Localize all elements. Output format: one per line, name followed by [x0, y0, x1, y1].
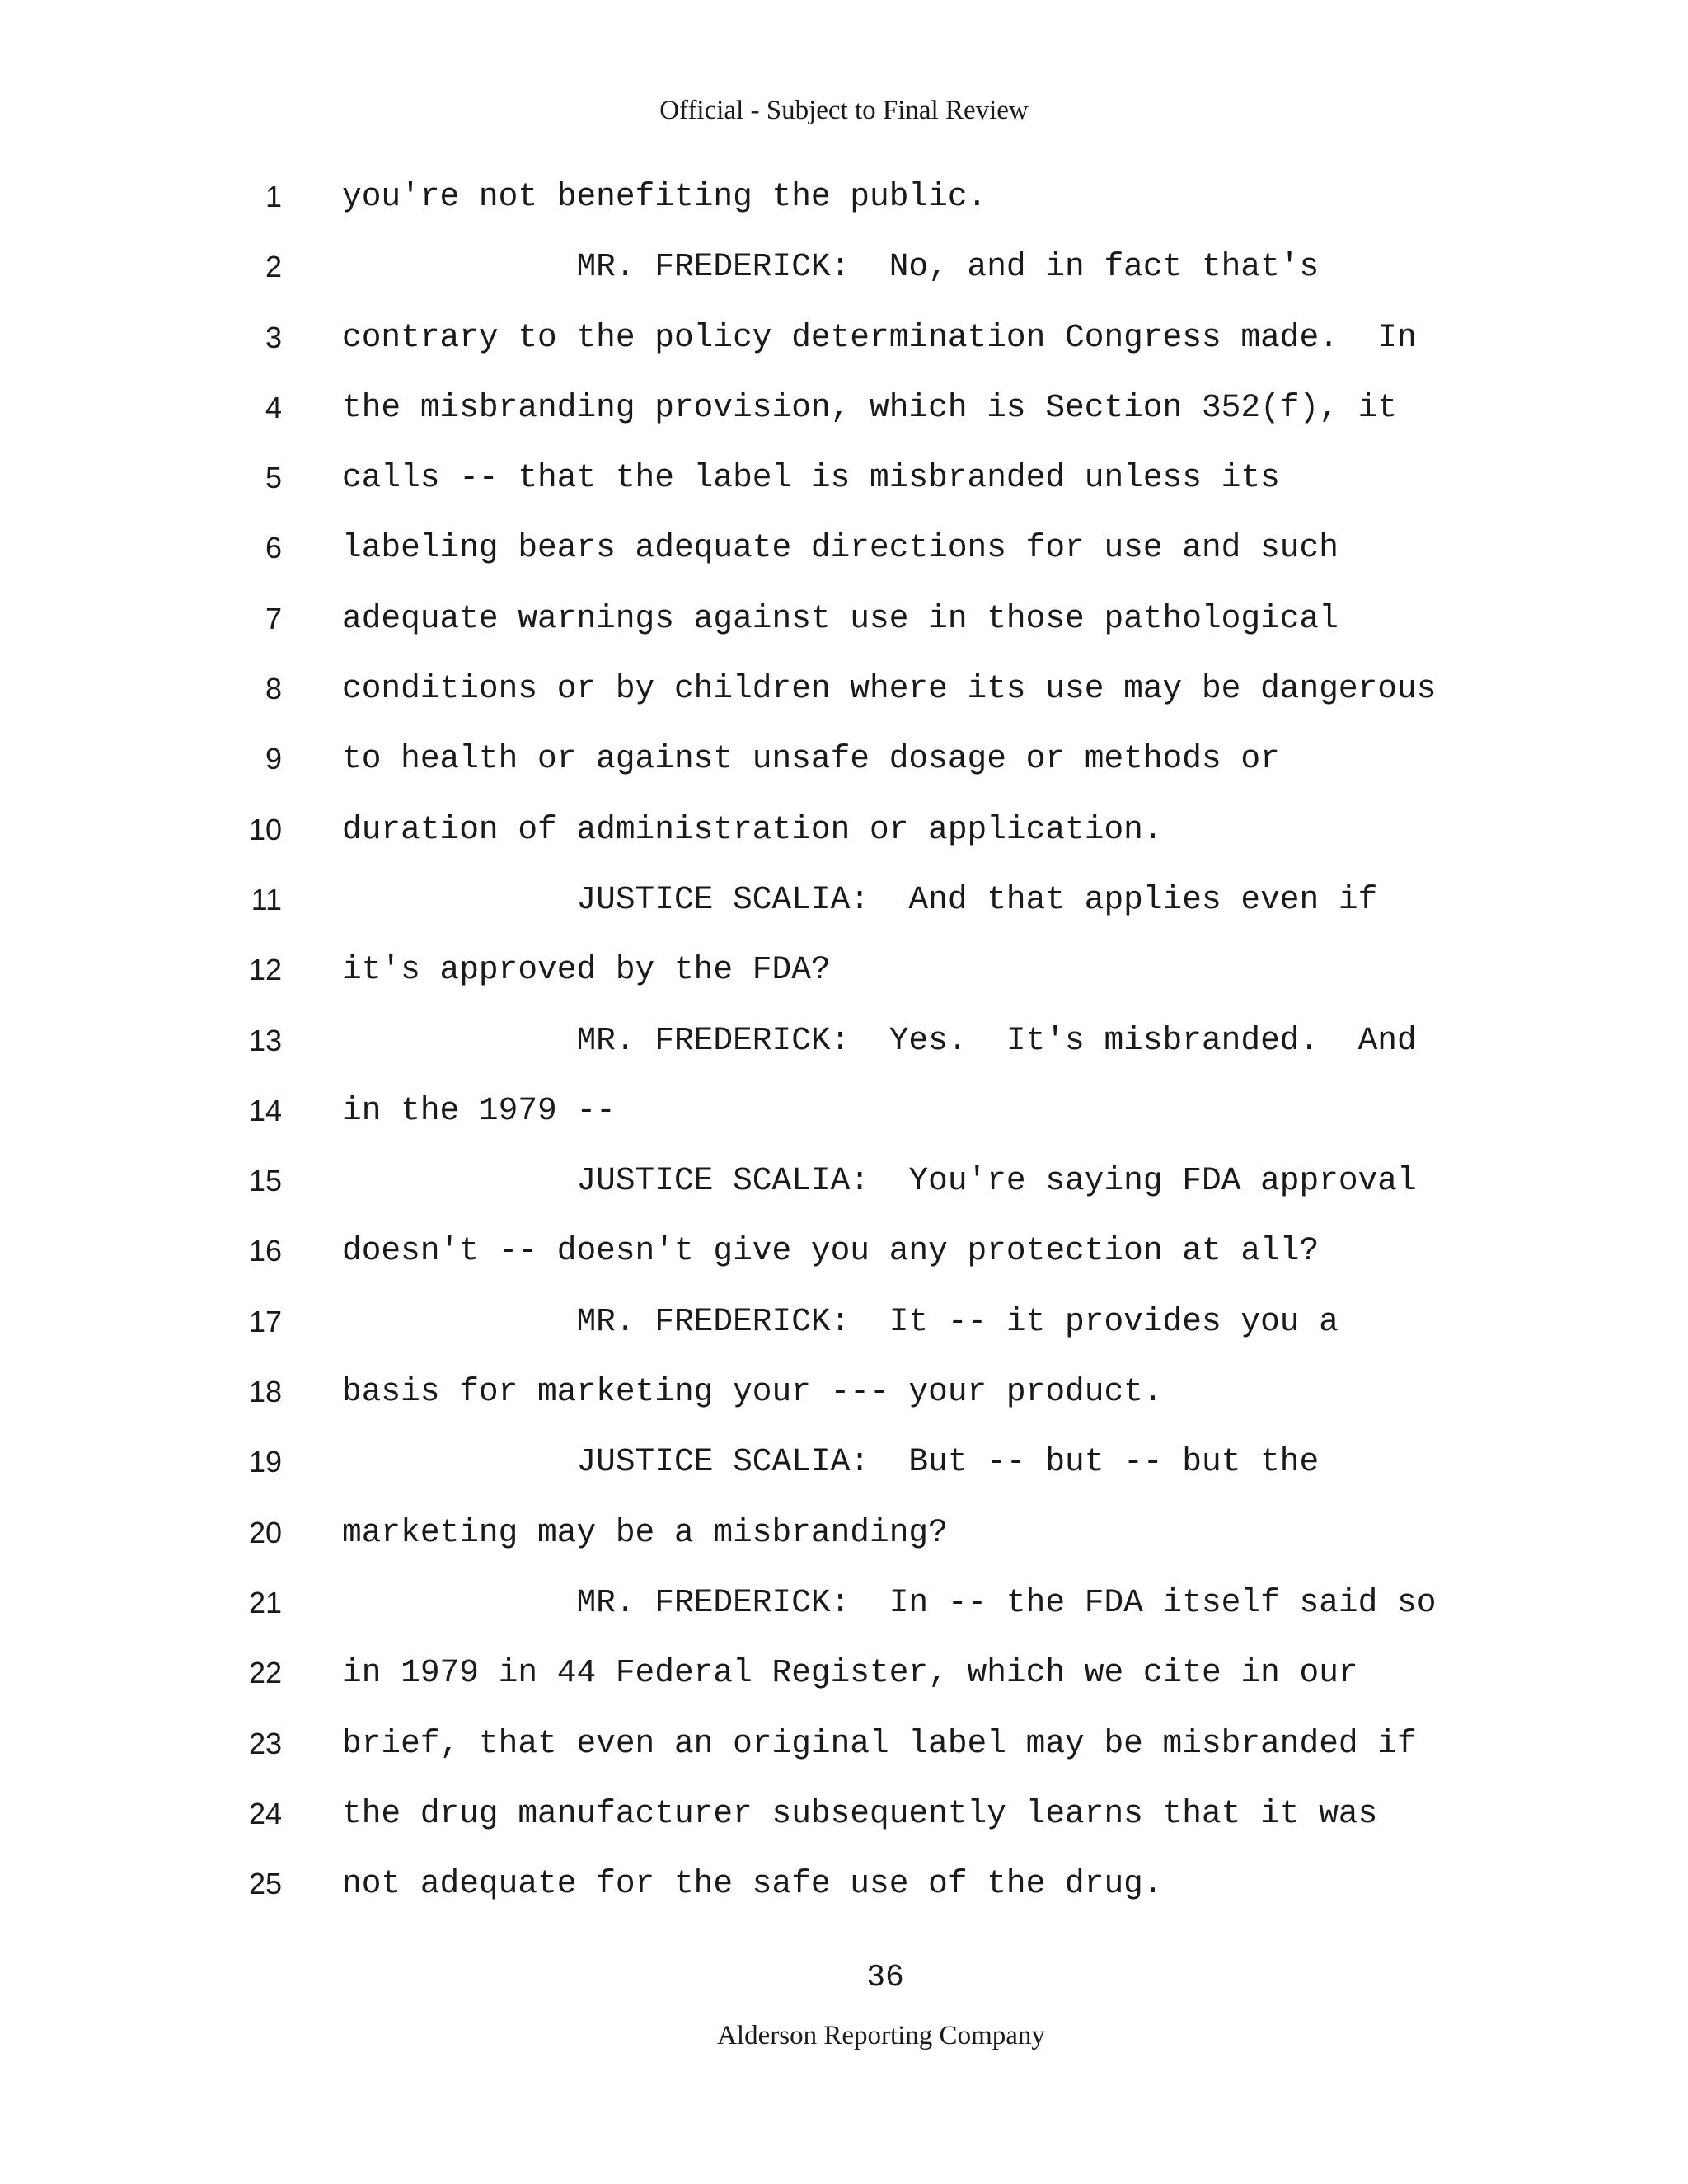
line-number: 12 — [248, 953, 282, 987]
line-text: labeling bears adequate directions for use and such — [342, 529, 1339, 567]
line-number: 20 — [248, 1515, 282, 1549]
line-number: 3 — [265, 320, 282, 354]
line-number: 8 — [265, 672, 282, 706]
line-number: 23 — [248, 1726, 282, 1760]
line-number: 1 — [265, 180, 282, 213]
line-text: you're not benefiting the public. — [342, 178, 987, 215]
line-number: 7 — [265, 601, 282, 635]
transcript-line — [0, 942, 1688, 1012]
line-number: 24 — [248, 1796, 282, 1830]
transcript-line — [0, 661, 1688, 731]
line-text: marketing may be a misbranding? — [342, 1513, 948, 1551]
line-text: adequate warnings against use in those pathological — [342, 599, 1339, 637]
transcript-line — [0, 310, 1688, 380]
page-footer: Alderson Reporting Company — [717, 2021, 1045, 2050]
transcript-line — [0, 1013, 1688, 1083]
transcript-line — [0, 802, 1688, 872]
line-text: MR. FREDERICK: No, and in fact that's — [342, 248, 1320, 286]
line-text: MR. FREDERICK: It -- it provides you a — [342, 1302, 1339, 1340]
transcript-line — [0, 1153, 1688, 1223]
transcript-line — [0, 450, 1688, 520]
transcript-body — [0, 169, 1688, 1926]
line-text: to health or against unsafe dosage or methods or — [342, 740, 1280, 778]
line-text: in 1979 in 44 Federal Register, which we cite in our — [342, 1654, 1358, 1692]
line-number: 21 — [248, 1585, 282, 1619]
transcript-line — [0, 591, 1688, 661]
line-text: MR. FREDERICK: In -- the FDA itself said so — [342, 1583, 1437, 1621]
transcript-line — [0, 1856, 1688, 1926]
line-number: 13 — [248, 1023, 282, 1057]
line-text: JUSTICE SCALIA: But -- but -- but the — [342, 1443, 1320, 1481]
line-number: 18 — [248, 1375, 282, 1409]
transcript-line — [0, 380, 1688, 450]
line-text: contrary to the policy determination Congress made. In — [342, 318, 1417, 356]
line-number: 2 — [265, 250, 282, 284]
line-text: calls -- that the label is misbranded unless its — [342, 459, 1280, 497]
page-number: 36 — [866, 1960, 904, 1995]
line-number: 22 — [248, 1656, 282, 1690]
transcript-line — [0, 872, 1688, 942]
transcript-line — [0, 1434, 1688, 1504]
line-text: it's approved by the FDA? — [342, 951, 831, 989]
line-text: conditions or by children where its use may be dangerous — [342, 670, 1437, 708]
transcript-line — [0, 731, 1688, 801]
transcript-line — [0, 1294, 1688, 1364]
line-number: 10 — [248, 812, 282, 846]
transcript-line — [0, 1786, 1688, 1856]
line-number: 15 — [248, 1164, 282, 1198]
line-text: the drug manufacturer subsequently learns that it was — [342, 1794, 1378, 1832]
page-header: Official - Subject to Final Review — [659, 96, 1029, 125]
line-text: duration of administration or application. — [342, 810, 1163, 848]
line-text: basis for marketing your --- your product. — [342, 1373, 1163, 1411]
line-number: 9 — [265, 742, 282, 776]
transcript-line — [0, 1716, 1688, 1786]
line-text: MR. FREDERICK: Yes. It's misbranded. And — [342, 1021, 1417, 1059]
transcript-line — [0, 239, 1688, 309]
transcript-line — [0, 1505, 1688, 1575]
line-number: 6 — [265, 531, 282, 565]
transcript-line — [0, 1645, 1688, 1715]
line-text: in the 1979 -- — [342, 1091, 616, 1129]
transcript-line — [0, 1575, 1688, 1645]
line-number: 17 — [248, 1304, 282, 1338]
line-number: 25 — [248, 1867, 282, 1901]
line-number: 11 — [251, 882, 282, 916]
line-number: 19 — [248, 1445, 282, 1479]
line-number: 14 — [248, 1093, 282, 1127]
line-text: JUSTICE SCALIA: You're saying FDA approval — [342, 1162, 1417, 1200]
transcript-line — [0, 1223, 1688, 1293]
line-text: JUSTICE SCALIA: And that applies even if — [342, 880, 1378, 918]
transcript-line — [0, 520, 1688, 590]
line-number: 5 — [265, 461, 282, 495]
transcript-line — [0, 1083, 1688, 1153]
line-text: brief, that even an original label may be misbranded if — [342, 1724, 1417, 1762]
line-number: 4 — [265, 390, 282, 424]
line-text: not adequate for the safe use of the drug. — [342, 1865, 1163, 1903]
line-text: doesn't -- doesn't give you any protection at all? — [342, 1232, 1320, 1270]
transcript-line — [0, 169, 1688, 239]
line-number: 16 — [248, 1234, 282, 1268]
transcript-line — [0, 1364, 1688, 1434]
line-text: the misbranding provision, which is Section 352(f), it — [342, 388, 1398, 426]
